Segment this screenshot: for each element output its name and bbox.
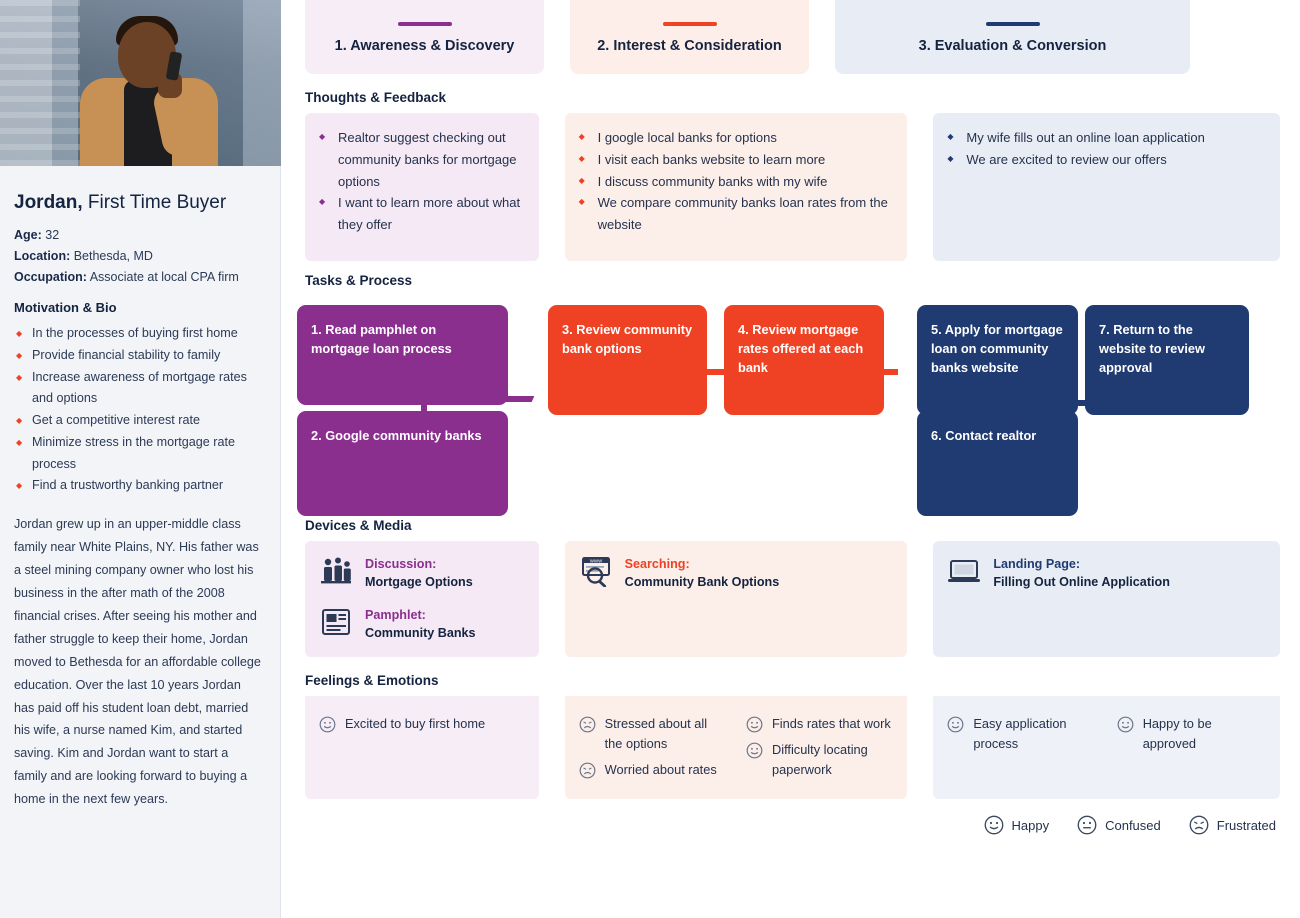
device-key: Pamphlet:	[365, 607, 426, 622]
phase-3	[835, 0, 1190, 74]
field-label: Location:	[14, 249, 71, 263]
motivation-list	[14, 323, 264, 497]
thoughts-card-phase2	[565, 113, 908, 261]
feeling-item	[746, 740, 893, 780]
feeling-text: Happy to be approved	[1142, 716, 1212, 751]
task-box-2[interactable]: 2. Google community banks	[297, 411, 508, 516]
svg-text:WWW: WWW	[589, 558, 602, 564]
persona-name	[14, 192, 264, 214]
list-item: ◆ I discuss community banks with my wife	[579, 171, 892, 193]
feeling-item	[579, 760, 726, 780]
feeling-item	[319, 714, 525, 734]
device-value: Filling Out Online Application	[993, 575, 1170, 590]
frustrated-face-icon	[579, 716, 596, 733]
feeling-item	[1117, 714, 1266, 754]
device-key: Landing Page:	[993, 557, 1081, 571]
happy-face-icon	[746, 716, 763, 733]
phase-accent-rule	[398, 22, 452, 26]
task-box-3[interactable]: 3. Review community bank options	[548, 305, 707, 415]
persona-field-location	[14, 249, 264, 263]
list-item: ◆ Find a trustworthy banking partner	[14, 475, 264, 497]
device-item	[319, 606, 525, 643]
band-label-feelings: Feelings & Emotions	[305, 673, 439, 688]
field-label: Occupation:	[14, 270, 87, 284]
list-item: ◆ Increase awareness of mortgage rates and options	[14, 367, 264, 411]
devices-card-phase2	[565, 541, 908, 657]
feelings-col-left	[947, 714, 1096, 760]
legend-item-frustrated	[1189, 815, 1276, 835]
feeling-item	[746, 714, 893, 734]
devices-row	[281, 541, 1300, 657]
phase-accent-rule	[986, 22, 1040, 26]
legend-label: Happy	[1011, 817, 1050, 833]
device-key: Discussion:	[365, 557, 437, 571]
laptop-icon	[947, 555, 981, 587]
band-label-tasks: Tasks & Process	[305, 273, 413, 288]
persona-bio: Jordan grew up in an upper-middle class family near White Plains, NY. His father was a steel mining company owner who lost his business in the after math of the 2008 financial crises. After seeing his mother and father struggle to keep their home, Jordan moved to Bethesda for an affordable college education. Over the last 10 years Jordan has paid off his student loan debt, married his wife, a nurse named Kim, and started saving. Kim and Jordan want to start a family and are looking forward to buying a home in the next few years.	[14, 517, 261, 807]
list-item: ◆ I want to learn more about what they offer	[319, 192, 523, 236]
tasks-diagram	[281, 296, 1300, 518]
devices-card-phase1	[305, 541, 539, 657]
feelings-col-positive	[746, 714, 893, 785]
happy-face-icon	[1117, 716, 1134, 733]
persona-photo	[0, 0, 281, 166]
happy-face-icon	[947, 716, 964, 733]
thoughts-card-phase1	[305, 113, 539, 261]
legend-label: Frustrated	[1216, 817, 1276, 833]
feeling-text: Excited to buy first home	[345, 716, 486, 731]
phase-title: 2. Interest & Consideration	[597, 38, 782, 54]
mood-legend	[281, 799, 1300, 835]
task-box-4[interactable]: 4. Review mortgage rates offered at each bank	[724, 305, 884, 415]
device-value: Community Banks	[365, 625, 476, 640]
device-value: Mortgage Options	[365, 575, 473, 590]
legend-item-confused	[1077, 815, 1161, 835]
devices-card-phase3	[933, 541, 1280, 657]
persona-name-role: First Time Buyer	[82, 192, 227, 213]
feelings-card-phase2	[565, 696, 908, 799]
feeling-item	[947, 714, 1096, 754]
phase-title: 3. Evaluation & Conversion	[918, 38, 1107, 54]
device-item	[319, 555, 525, 592]
task-box-7[interactable]: 7. Return to the website to review approval	[1085, 305, 1249, 415]
device-key: Searching:	[624, 557, 690, 571]
band-label-devices: Devices & Media	[305, 518, 412, 533]
device-item	[947, 555, 1266, 592]
phase-accent-rule	[663, 22, 717, 26]
feelings-row	[281, 696, 1300, 799]
persona-sidebar	[0, 0, 281, 918]
feelings-col-negative	[579, 714, 726, 785]
feelings-card-phase1	[305, 696, 539, 799]
list-item: ◆ We compare community banks loan rates from the website	[579, 192, 892, 236]
feeling-text: Stressed about all the options	[604, 716, 708, 751]
band-label-thoughts: Thoughts & Feedback	[305, 90, 447, 105]
list-item: ◆ We are excited to review our offers	[947, 149, 1264, 171]
happy-face-icon	[746, 742, 763, 759]
feeling-item	[579, 714, 726, 754]
list-item: ◆ In the processes of buying first home	[14, 323, 264, 345]
feeling-text: Finds rates that work	[771, 716, 891, 731]
pamphlet-icon	[319, 606, 353, 638]
legend-item-happy	[984, 815, 1050, 835]
persona-field-occupation	[14, 270, 264, 284]
happy-face-icon	[319, 716, 336, 733]
field-value: Bethesda, MD	[70, 249, 153, 263]
task-box-5[interactable]: 5. Apply for mortgage loan on community banks website	[917, 305, 1078, 415]
task-box-6[interactable]: 6. Contact realtor	[917, 411, 1078, 516]
phase-1	[305, 0, 544, 74]
list-item: ◆ I google local banks for options	[579, 127, 892, 149]
persona-field-age	[14, 228, 264, 242]
confused-face-icon	[1077, 815, 1097, 835]
people-discussion-icon	[319, 555, 353, 587]
list-item: ◆ Provide financial stability to family	[14, 345, 264, 367]
list-item: ◆ Get a competitive interest rate	[14, 410, 264, 432]
frustrated-face-icon	[579, 762, 596, 779]
list-item: ◆ Minimize stress in the mortgage rate process	[14, 432, 264, 476]
phase-title: 1. Awareness & Discovery	[334, 38, 515, 54]
field-label: Age:	[14, 228, 42, 242]
list-item: ◆ I visit each banks website to learn more	[579, 149, 892, 171]
phase-2	[570, 0, 809, 74]
device-value: Community Bank Options	[624, 575, 780, 590]
thoughts-card-phase3	[933, 113, 1280, 261]
device-item	[579, 555, 894, 592]
feeling-text: Easy application process	[973, 716, 1067, 751]
list-item: ◆ My wife fills out an online loan application	[947, 127, 1264, 149]
legend-label: Confused	[1105, 817, 1161, 833]
phase-header-row	[281, 0, 1300, 74]
search-web-icon	[579, 555, 613, 587]
task-box-1[interactable]: 1. Read pamphlet on mortgage loan process	[297, 305, 508, 405]
journey-main	[281, 0, 1300, 918]
thoughts-row	[281, 113, 1300, 261]
persona-name-bold: Jordan,	[14, 192, 83, 213]
feelings-col-right	[1117, 714, 1266, 760]
feeling-text: Difficulty locating paperwork	[771, 741, 868, 777]
list-item: ◆ Realtor suggest checking out community banks for mortgage options	[319, 127, 523, 192]
feeling-text: Worried about rates	[604, 761, 717, 777]
field-value: 32	[41, 228, 60, 242]
motivation-heading: Motivation & Bio	[14, 300, 117, 315]
frustrated-face-icon	[1189, 815, 1209, 835]
happy-face-icon	[984, 815, 1004, 835]
field-value: Associate at local CPA firm	[86, 270, 239, 284]
feelings-card-phase3	[933, 696, 1280, 799]
